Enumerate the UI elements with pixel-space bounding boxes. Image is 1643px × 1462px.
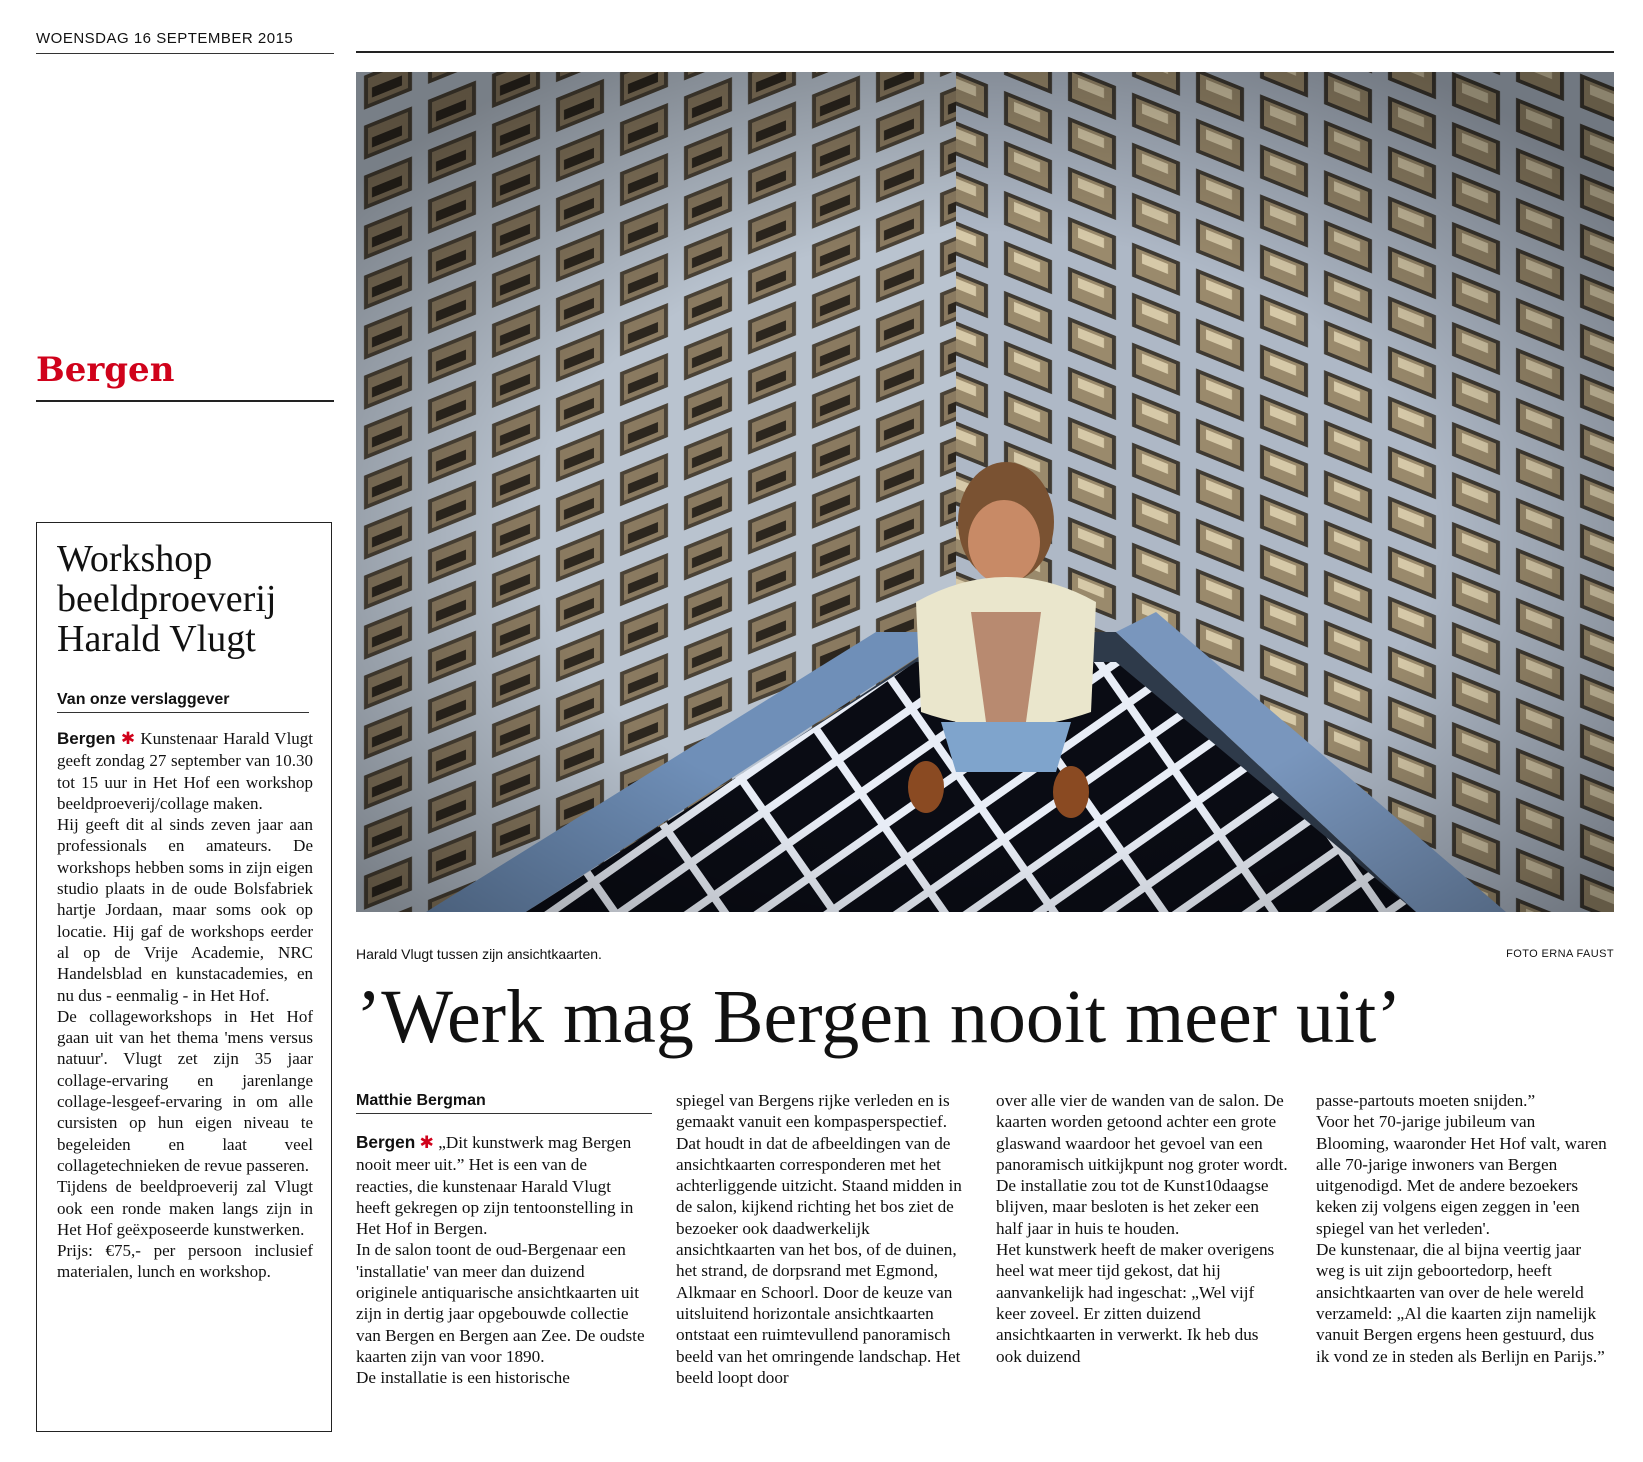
article-column-1	[356, 1132, 648, 1389]
article-paragraph: Voor het 70-jarige jubileum van Blooming, waaronder Het Hof valt, waren alle 70-jarige inwoners van Bergen uitgenodigd. Met de andere bezoekers keken zij volgens eigen zeggen in 'een spiegel van het verleden'.	[1316, 1112, 1607, 1238]
article-headline: ’Werk mag Bergen nooit meer uit’	[356, 975, 1402, 1059]
sidebar-body	[57, 728, 313, 1283]
asterisk-icon: ✱	[120, 729, 136, 749]
photo-caption: Harald Vlugt tussen zijn ansichtkaarten.	[356, 946, 602, 962]
sidebar-dateline: Bergen	[57, 729, 116, 748]
page-date: WOENSDAG 16 SEPTEMBER 2015	[36, 30, 334, 54]
article-column-4	[1316, 1090, 1608, 1367]
sidebar-paragraph: Tijdens de beeldproeverij zal Vlugt ook een ronde maken langs zijn in Het Hof geëxposeerde kunstwerken.	[57, 1177, 313, 1239]
article-paragraph: Het kunstwerk heeft de maker overigens heel wat meer tijd gekost, dat hij aanvankelijk had ingeschat: „Wel vijf keer zoveel. Er zitten duizend ansichtkaarten in verwerkt. Ik heb dus ook duizend	[996, 1240, 1275, 1366]
article-column-3	[996, 1090, 1288, 1367]
sidebar-byline: Van onze verslaggever	[57, 691, 309, 713]
article-text: „Dit kunstwerk mag Bergen nooit meer uit.” Het is een van de reacties, die kunstenaar Harald Vlugt heeft gekregen op zijn tentoonstelling in Het Hof in Bergen.	[356, 1133, 634, 1239]
top-rule	[356, 51, 1614, 53]
sidebar-paragraph: Prijs: €75,- per persoon inclusief materialen, lunch en workshop.	[57, 1241, 313, 1282]
article-paragraph: De kunstenaar, die al bijna veertig jaar weg is uit zijn geboortedorp, heeft ansichtkaarten van over de hele wereld verzameld: „Al die kaarten zijn namelijk vanuit Bergen ergens heen gestuurd, dus ik vond ze in steden als Berlijn en Parijs.”	[1316, 1240, 1605, 1366]
sidebar-box	[36, 522, 332, 1432]
sidebar-paragraph: Hij geeft dit al sinds zeven jaar aan professionals en amateurs. De workshops hebben soms in zijn eigen studio plaats in de oude Bolsfabriek hartje Jordaan, maar soms ook op locatie. Hij gaf de workshops eerder al op de Vrije Academie, NRC Handelsblad en kunstacademies, en nu dus - eenmalig - in Het Hof.	[57, 815, 313, 1005]
article-paragraph: De installatie is een historische	[356, 1368, 570, 1388]
asterisk-icon: ✱	[419, 1133, 434, 1153]
article-paragraph: passe-partouts moeten snijden.”	[1316, 1091, 1536, 1110]
article-column-2	[676, 1090, 968, 1388]
article-paragraph: over alle vier de wanden van de salon. De kaarten worden getoond achter een grote glaswand waardoor het gevoel van een panoramisch uitkijkpunt nog groter wordt.	[996, 1091, 1288, 1174]
article-byline: Matthie Bergman	[356, 1092, 652, 1114]
sidebar-paragraph: De collageworkshops in Het Hof gaan uit van het thema 'mens versus natuur'. Vlugt zet zijn 35 jaar collage-ervaring en jarenlange collage-lesgeef-ervaring in om alle cursisten op hun eigen niveau te begeleiden en laat veel collagetechnieken de revue passeren.	[57, 1006, 313, 1175]
article-paragraph: spiegel van Bergens rijke verleden en is gemaakt vanuit een kompasperspectief. Dat houdt in dat de afbeeldingen van de ansichtkaarten corresponderen met het achterliggende uitzicht. Staand midden in de salon, kijkend richting het bos ziet de bezoeker ook daadwerkelijk ansichtkaarten van het bos, of de duinen, het strand, de dorpsrand met Egmond, Alkmaar en Schoorl. Door de keuze van uitsluitend horizontale ansichtkaarten ontstaat een ruimtevullend panoramisch beeld van het omringende landschap. Het beeld loopt door	[676, 1091, 962, 1387]
article-dateline: Bergen	[356, 1132, 416, 1152]
sidebar-text: Kunstenaar Harald Vlugt geeft zondag 27 september van 10.30 tot 15 uur in Het Hof een workshop beeldproeverij/collage maken.	[57, 729, 314, 813]
article-paragraph	[356, 1132, 648, 1239]
section-title: Bergen	[36, 350, 334, 402]
photo-credit: FOTO ERNA FAUST	[1506, 948, 1614, 960]
sidebar-title: Workshop beeldproeverij Harald Vlugt	[57, 538, 277, 660]
article-paragraph: In de salon toont de oud-Bergenaar een 'installatie' van meer dan duizend originele antiquarische ansichtkaarten uit zijn in dertig jaar opgebouwde collectie van Bergen en Bergen aan Zee. De oudste kaarten zijn van voor 1890.	[356, 1240, 645, 1366]
sidebar-paragraph	[57, 728, 313, 814]
photo-postcard-wall	[356, 72, 1614, 912]
article-photo	[356, 72, 1614, 912]
article-paragraph: De installatie zou tot de Kunst10daagse blijven, maar besloten is het zeker een half jaar in huis te houden.	[996, 1176, 1269, 1238]
